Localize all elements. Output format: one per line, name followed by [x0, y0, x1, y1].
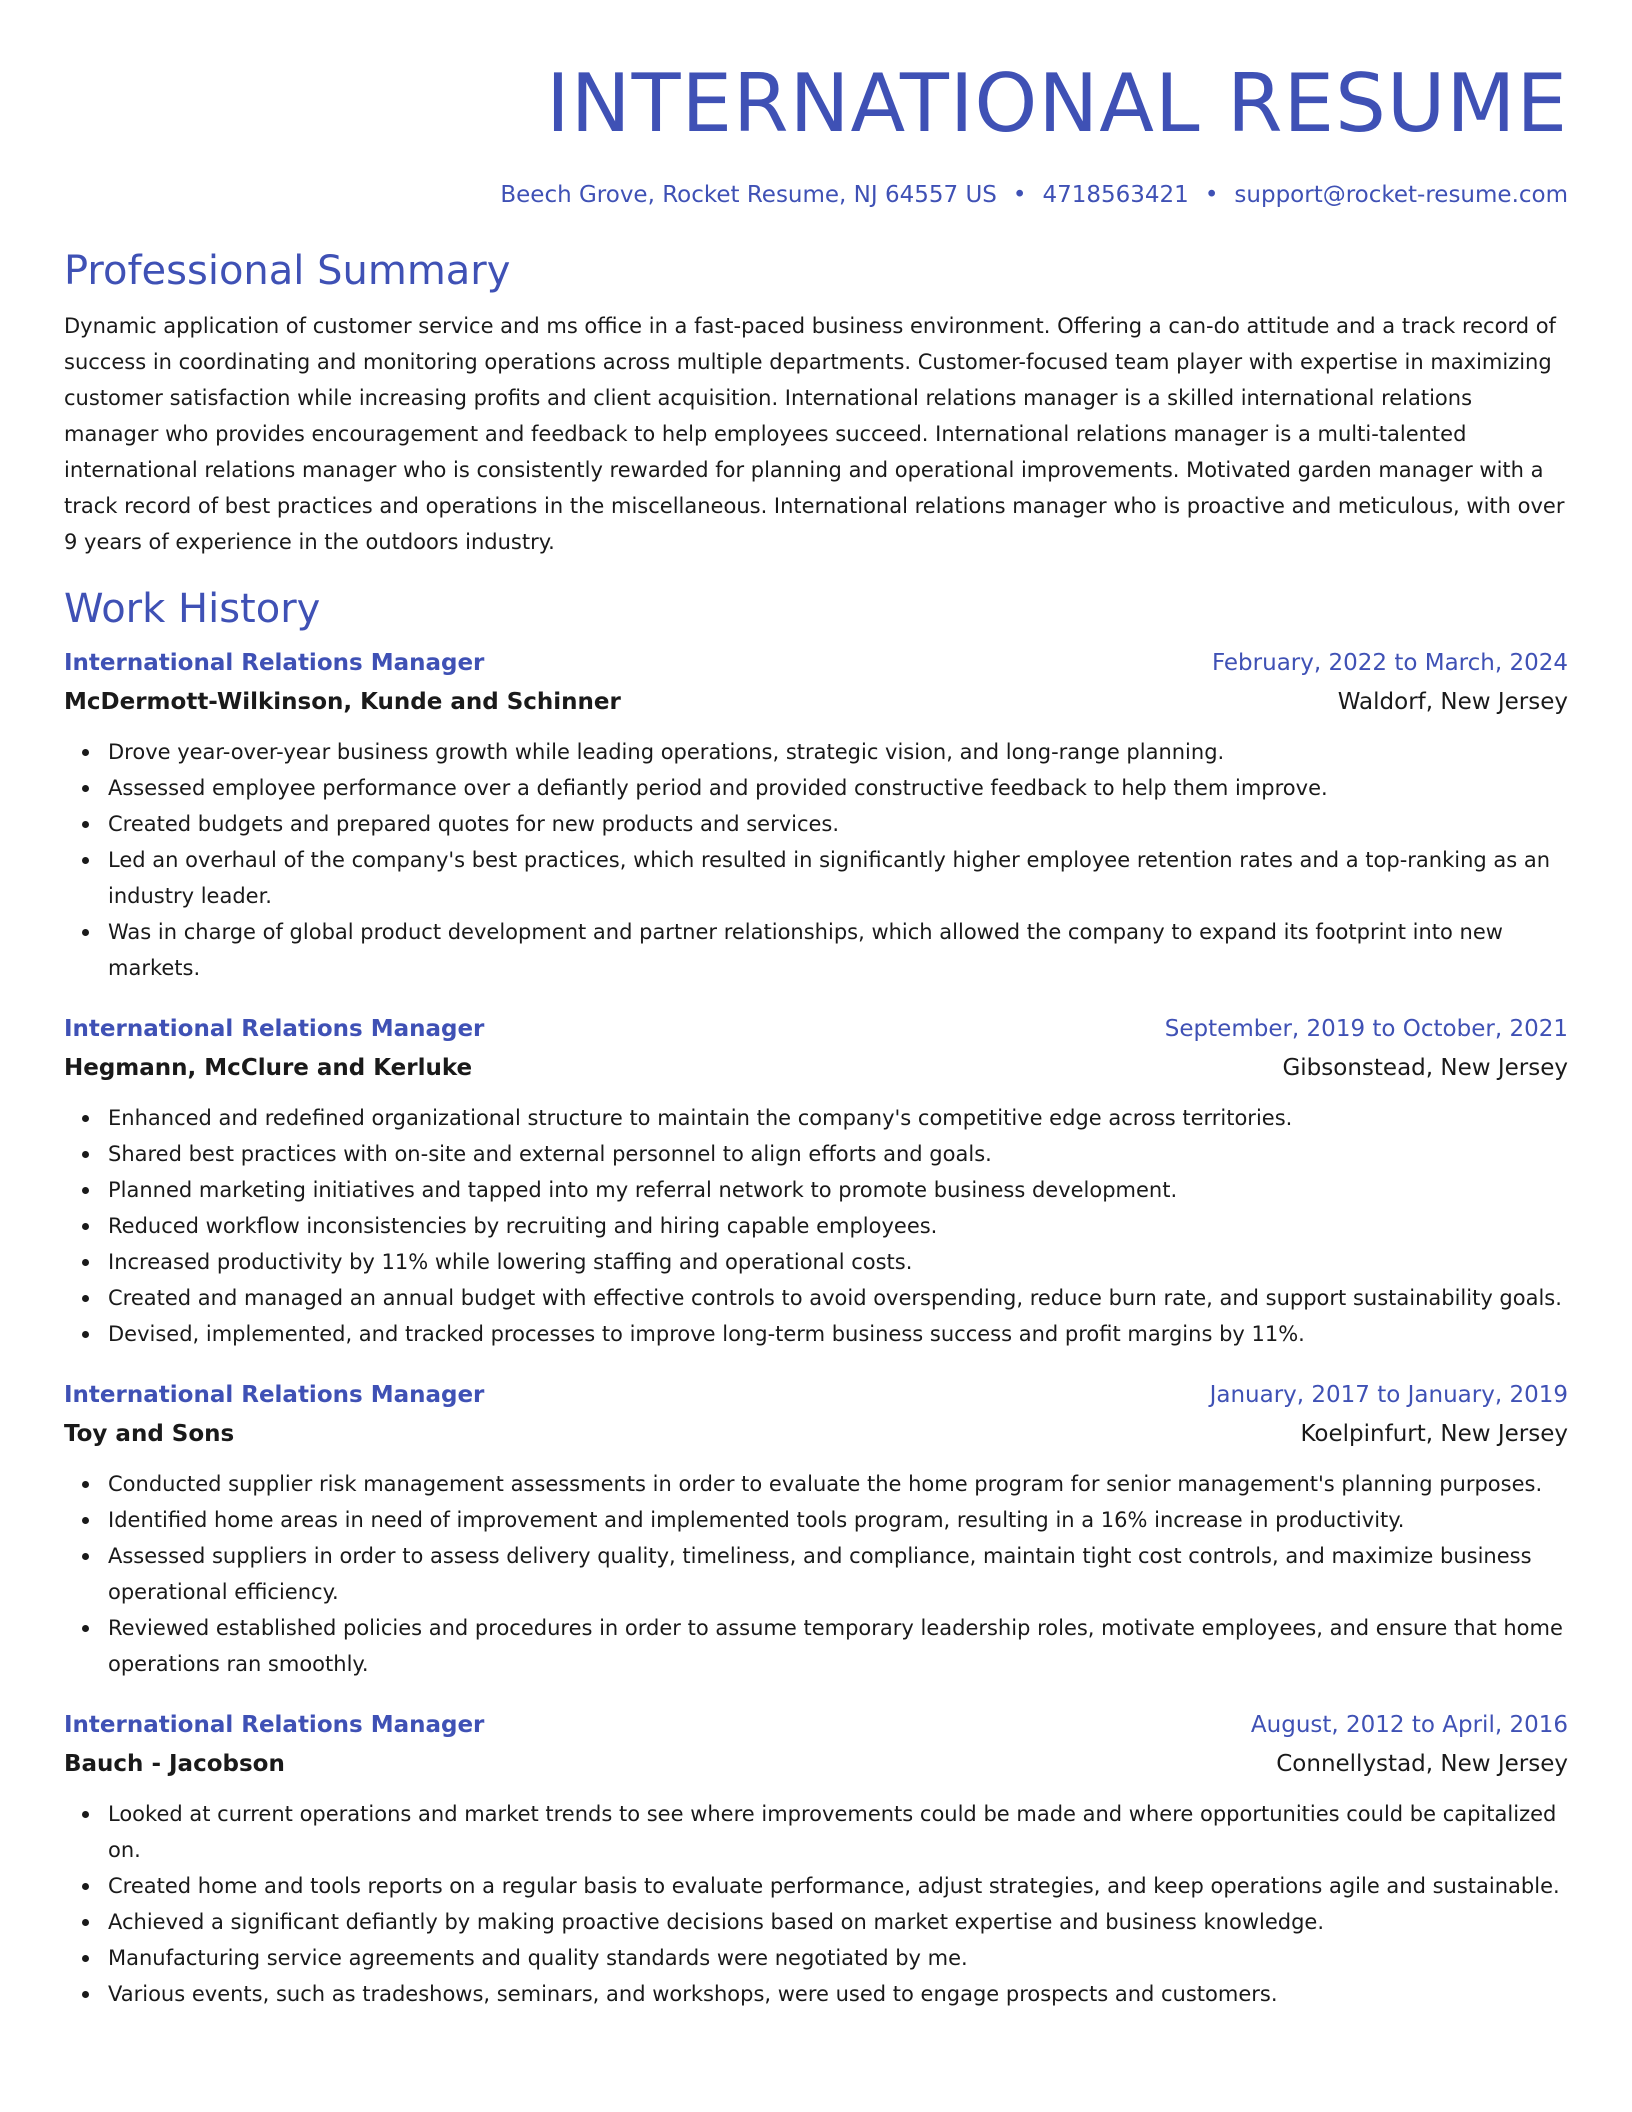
job-entry [64, 644, 1568, 986]
job-title: International Relations Manager [64, 1382, 485, 1408]
job-bullets [64, 1100, 1568, 1352]
resume-page [64, 0, 1568, 2012]
job-bullet: Planned marketing initiatives and tapped into my referral network to promote business development. [108, 1172, 1568, 1208]
job-bullet: Reviewed established policies and procedures in order to assume temporary leadership roles, motivate employees, and ensure that home operations ran smoothly. [108, 1610, 1568, 1682]
job-bullet: Assessed employee performance over a defiantly period and provided constructive feedback to help them improve. [108, 770, 1568, 806]
job-bullet: Led an overhaul of the company's best practices, which resulted in significantly higher employee retention rates and a top-ranking as an industry leader. [108, 842, 1568, 914]
job-dates: January, 2017 to January, 2019 [1209, 1382, 1568, 1408]
job-location: Connellystad, New Jersey [1276, 1751, 1568, 1777]
contact-separator: • [1204, 182, 1219, 208]
job-dates: September, 2019 to October, 2021 [1164, 1016, 1568, 1042]
job-company-row [64, 1744, 1568, 1784]
job-title: International Relations Manager [64, 1016, 485, 1042]
job-header-row [64, 1706, 1568, 1744]
job-bullet: Shared best practices with on-site and external personnel to align efforts and goals. [108, 1136, 1568, 1172]
job-bullet: Devised, implemented, and tracked processes to improve long-term business success and profit margins by 11%. [108, 1316, 1568, 1352]
summary-text: Dynamic application of customer service and ms office in a fast-paced business environment. Offering a can-do attitude and a track record of success in coordinating and monitoring operations across multiple departments. Customer-focused team player with expertise in maximizing customer satisfaction while increasing profits and client acquisition. International relations manager is a skilled international relations manager who provides encouragement and feedback to help employees succeed. International relations manager is a multi-talented international relations manager who is consistently rewarded for planning and operational improvements. Motivated garden manager with a track record of best practices and operations in the miscellaneous. International relations manager who is proactive and meticulous, with over 9 years of experience in the outdoors industry. [64, 314, 1565, 554]
job-bullets [64, 1796, 1568, 2012]
job-bullet: Created budgets and prepared quotes for new products and services. [108, 806, 1568, 842]
job-bullet: Conducted supplier risk management assessments in order to evaluate the home program for senior management's planning purposes. [108, 1466, 1568, 1502]
job-company: Toy and Sons [64, 1421, 235, 1447]
resume-header [64, 0, 1568, 210]
job-dates: August, 2012 to April, 2016 [1250, 1712, 1568, 1738]
job-entry [64, 1706, 1568, 2012]
job-entry [64, 1376, 1568, 1682]
job-bullet: Enhanced and redefined organizational structure to maintain the company's competitive edge across territories. [108, 1100, 1568, 1136]
job-bullet: Identified home areas in need of improvement and implemented tools program, resulting in a 16% increase in productivity. [108, 1502, 1568, 1538]
job-bullet: Drove year-over-year business growth while leading operations, strategic vision, and long-range planning. [108, 734, 1568, 770]
job-bullet: Created and managed an annual budget with effective controls to avoid overspending, reduce burn rate, and support sustainability goals. [108, 1280, 1568, 1316]
job-bullet: Achieved a significant defiantly by making proactive decisions based on market expertise and business knowledge. [108, 1904, 1568, 1940]
job-company: Bauch - Jacobson [64, 1751, 285, 1777]
job-bullet: Various events, such as tradeshows, seminars, and workshops, were used to engage prospects and customers. [108, 1976, 1568, 2012]
job-company: McDermott-Wilkinson, Kunde and Schinner [64, 689, 621, 715]
contact-address: Beech Grove, Rocket Resume, NJ 64557 US [500, 182, 997, 208]
contact-phone: 4718563421 [1042, 182, 1189, 208]
job-bullet: Assessed suppliers in order to assess delivery quality, timeliness, and compliance, maintain tight cost controls, and maximize business operational efficiency. [108, 1538, 1568, 1610]
job-bullet: Manufacturing service agreements and quality standards were negotiated by me. [108, 1940, 1568, 1976]
job-bullets [64, 1466, 1568, 1682]
job-bullet: Was in charge of global product development and partner relationships, which allowed the company to expand its footprint into new markets. [108, 914, 1568, 986]
job-bullet: Increased productivity by 11% while lowering staffing and operational costs. [108, 1244, 1568, 1280]
job-dates: February, 2022 to March, 2024 [1211, 650, 1568, 676]
job-bullet: Reduced workflow inconsistencies by recruiting and hiring capable employees. [108, 1208, 1568, 1244]
job-header-row [64, 1010, 1568, 1048]
summary-heading: Professional Summary [64, 248, 511, 294]
job-location: Koelpinfurt, New Jersey [1300, 1421, 1568, 1447]
contact-line [64, 180, 1568, 210]
job-company: Hegmann, McClure and Kerluke [64, 1055, 473, 1081]
job-bullet: Created home and tools reports on a regular basis to evaluate performance, adjust strategies, and keep operations agile and sustainable. [108, 1868, 1568, 1904]
job-title: International Relations Manager [64, 650, 485, 676]
job-header-row [64, 644, 1568, 682]
job-list [64, 644, 1568, 2012]
job-title: International Relations Manager [64, 1712, 485, 1738]
job-bullets [64, 734, 1568, 986]
job-bullet: Looked at current operations and market trends to see where improvements could be made and where opportunities could be capitalized on. [108, 1796, 1568, 1868]
job-header-row [64, 1376, 1568, 1414]
job-company-row [64, 1048, 1568, 1088]
work-history-heading: Work History [64, 586, 321, 632]
job-location: Waldorf, New Jersey [1337, 689, 1568, 715]
job-company-row [64, 682, 1568, 722]
contact-email: support@rocket-resume.com [1234, 182, 1568, 208]
job-location: Gibsonstead, New Jersey [1282, 1055, 1568, 1081]
resume-name: INTERNATIONAL RESUME [546, 57, 1568, 150]
contact-separator: • [1012, 182, 1027, 208]
job-company-row [64, 1414, 1568, 1454]
job-entry [64, 1010, 1568, 1352]
